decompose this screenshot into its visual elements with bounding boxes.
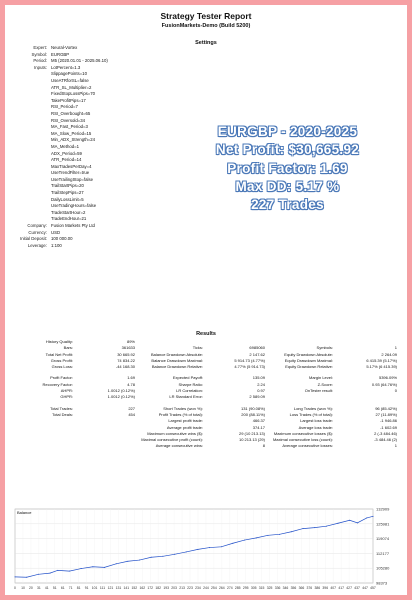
settings-row — [5, 65, 205, 72]
settings-label — [5, 210, 51, 217]
settings-value: LotPercent=1.3 — [51, 64, 81, 70]
settings-row — [5, 98, 205, 105]
chart-y-tick-label: 119074 — [376, 536, 390, 542]
chart-x-tick-label: 315 — [258, 586, 265, 590]
results-value: 96 (85.42%) — [375, 405, 397, 411]
results-value: 1.0012 (0.12%) — [107, 394, 135, 400]
results-value: 0 — [394, 388, 397, 394]
chart-x-tick-label: 41 — [44, 586, 49, 590]
chart-balance-point — [221, 546, 222, 547]
settings-value: EURGBP — [51, 51, 70, 57]
results-label: Margin Level: — [308, 375, 333, 381]
settings-label — [5, 177, 51, 184]
results-label: Balance Drawdown Maximal: — [151, 357, 203, 363]
settings-label — [5, 71, 51, 78]
results-value: 2 264.09 — [381, 351, 397, 357]
settings-row — [5, 78, 205, 85]
chart-y-tick-label: 125981 — [376, 521, 390, 527]
settings-label — [5, 78, 51, 85]
settings-value: UseTrailingStop=false — [51, 176, 93, 182]
results-label: Expected Payoff: — [172, 375, 203, 381]
settings-label: Currency: — [28, 229, 47, 235]
settings-row — [5, 230, 205, 237]
settings-label — [5, 98, 51, 105]
report-page — [5, 5, 407, 595]
results-value: 131 (90.08%) — [240, 405, 265, 411]
results-value: 5 914.73 (4.77%) — [234, 357, 265, 363]
results-row — [5, 394, 407, 400]
chart-x-tick-label: 172 — [147, 586, 154, 590]
settings-value: UseTrendFilter=true — [51, 170, 90, 176]
settings-row — [5, 91, 205, 98]
results-label: Equity Drawdown Absolute: — [284, 351, 333, 357]
chart-x-tick-label: 427 — [346, 586, 352, 590]
results-value: 89% — [126, 339, 135, 344]
results-label: Bars: — [63, 345, 73, 351]
chart-balance-point — [174, 554, 175, 555]
results-label: Maximal consecutive profit (count): — [141, 437, 203, 443]
chart-balance-point — [357, 522, 358, 523]
chart-y-tick-label: 132909 — [376, 506, 390, 512]
results-label: Recovery Factor: — [42, 381, 73, 387]
chart-balance-point — [15, 576, 16, 577]
results-value: 374.17 — [252, 424, 265, 430]
results-value: 10 213.13 (29) — [238, 437, 265, 443]
results-row — [5, 364, 407, 370]
results-label: Total Net Profit: — [45, 351, 73, 357]
results-value: -44 168.30 — [115, 364, 135, 370]
settings-value: SlippagePoints=10 — [51, 71, 87, 77]
chart-x-tick-label: 71 — [68, 586, 73, 590]
chart-x-tick-label: 407 — [330, 586, 337, 590]
chart-balance-point — [209, 547, 210, 548]
chart-plot-area — [15, 509, 373, 583]
settings-value: TakeProfitPips=17 — [51, 97, 86, 103]
settings-row — [5, 85, 205, 92]
settings-label — [5, 104, 51, 111]
results-label: Total Trades: — [50, 405, 73, 411]
chart-balance-point — [366, 517, 367, 518]
balance-chart — [7, 505, 405, 593]
results-label: Balance Drawdown Absolute: — [150, 351, 203, 357]
results-value: 27 (11.89%) — [375, 411, 397, 417]
settings-label — [5, 144, 51, 151]
chart-balance-point — [326, 526, 327, 527]
settings-label — [5, 197, 51, 204]
results-value: 1 — [394, 443, 397, 449]
results-value: 4.77% (5 914.73) — [234, 364, 265, 370]
results-label: Maximum consecutive wins ($): — [147, 430, 203, 436]
chart-balance-point — [279, 534, 280, 535]
overlay-line-profit-factor: Profit Factor: 1.69 — [227, 160, 348, 176]
chart-x-tick-label: 101 — [91, 586, 98, 590]
settings-label — [5, 137, 51, 144]
chart-x-tick-label: 61 — [60, 586, 65, 590]
settings-label — [5, 183, 51, 190]
chart-x-tick-label: 51 — [52, 586, 57, 590]
results-value: 2 589.09 — [249, 394, 265, 400]
chart-x-tick-label: 131 — [115, 586, 122, 590]
settings-value: TrailStartPips=20 — [51, 183, 84, 189]
chart-x-tick-label: 91 — [84, 586, 89, 590]
settings-row — [5, 243, 205, 250]
settings-value: TradeEndHour=21 — [51, 216, 87, 222]
chart-y-tick-label: 98373 — [376, 580, 388, 586]
settings-value: MA_Method=1 — [51, 143, 80, 149]
chart-balance-point — [69, 571, 70, 572]
chart-x-tick-label: 366 — [298, 586, 305, 590]
chart-x-tick-label: 182 — [155, 586, 162, 590]
chart-balance-point — [92, 566, 93, 567]
results-label: GHPR: — [60, 394, 73, 400]
chart-balance-point — [197, 549, 198, 550]
results-value: 74 834.22 — [117, 357, 135, 363]
results-label: Maximum consecutive losses ($): — [273, 430, 333, 436]
results-value: 29 (10 213.13) — [238, 430, 265, 436]
chart-balance-point — [162, 556, 163, 557]
settings-label — [5, 85, 51, 92]
settings-value: Neural-Vortex — [51, 45, 78, 50]
chart-x-tick-label: 437 — [354, 586, 360, 590]
results-value: 4.78 — [127, 381, 135, 387]
results-label: Maximal consecutive loss (count): — [272, 437, 333, 443]
settings-value: ATR_SL_Multiplier=2 — [51, 84, 92, 90]
chart-x-tick-label: 203 — [171, 586, 177, 590]
chart-balance-point — [373, 516, 374, 517]
settings-value: RSI_Period=7 — [51, 104, 78, 110]
results-label: Short Trades (won %): — [163, 405, 203, 411]
results-label: Ticks: — [192, 345, 203, 351]
settings-label — [5, 151, 51, 158]
settings-value: MaxTradesPerDay=4 — [51, 163, 92, 169]
results-value: 5.17% (6 415.39) — [366, 364, 397, 370]
chart-balance-point — [151, 557, 152, 558]
results-label: AHPR: — [60, 388, 73, 394]
results-label: Loss Trades (% of total): — [289, 411, 333, 417]
results-label: Gross Profit: — [50, 357, 73, 363]
results-value: 0.97 — [257, 388, 265, 394]
chart-y-tick-label: 105280 — [376, 565, 390, 571]
settings-value: TrailStepPips=27 — [51, 190, 84, 196]
results-value: 30 665.92 — [117, 351, 135, 357]
chart-balance-point — [50, 573, 51, 574]
chart-balance-point — [267, 535, 268, 536]
chart-x-tick-label: 295 — [242, 586, 249, 590]
chart-x-tick-label: 10 — [21, 586, 25, 590]
overlay-line-max-dd: Max DD: 5.17 % — [235, 178, 340, 194]
chart-balance-point — [104, 567, 105, 568]
chart-x-tick-label: 336 — [274, 586, 281, 590]
chart-x-tick-label: 20 — [29, 586, 33, 590]
results-value: 5396.09% — [378, 375, 397, 381]
chart-balance-point — [127, 561, 128, 562]
results-value: 361633 — [121, 345, 135, 351]
chart-x-tick-label: 213 — [179, 586, 185, 590]
settings-label: Leverage: — [27, 242, 47, 248]
settings-row — [5, 104, 205, 111]
chart-legend-label: Balance — [17, 510, 32, 515]
results-value: 6985060 — [249, 345, 265, 351]
settings-value: FixedStopLossPips=70 — [51, 91, 96, 97]
chart-x-tick-label: 376 — [306, 586, 313, 590]
settings-label — [5, 164, 51, 171]
settings-label — [5, 170, 51, 177]
chart-x-tick-label: 447 — [362, 586, 368, 590]
chart-y-tick-label: 112177 — [376, 550, 390, 556]
chart-balance-point — [186, 551, 187, 552]
settings-label: Symbol: — [31, 51, 47, 57]
chart-x-tick-label: 254 — [211, 586, 217, 590]
chart-x-tick-label: 305 — [250, 586, 257, 590]
settings-label — [5, 131, 51, 138]
settings-row — [5, 58, 205, 65]
results-value: 1.69 — [127, 375, 135, 381]
results-value: 6 415.39 (5.17%) — [366, 357, 397, 363]
settings-value: USD — [51, 229, 61, 235]
settings-label: Initial Deposit: — [20, 236, 47, 242]
results-label: Balance Drawdown Relative: — [151, 364, 203, 370]
results-label: Equity Drawdown Maximal: — [284, 357, 333, 363]
results-label: LR Standard Error: — [169, 394, 203, 400]
chart-balance-point — [139, 560, 140, 561]
settings-value: DailyLossLimit=5 — [51, 196, 84, 202]
settings-value: RSI_Overbought=65 — [51, 110, 91, 116]
chart-x-tick-label: 111 — [99, 586, 106, 590]
overlay-line-trades: 227 Trades — [251, 197, 324, 213]
settings-row — [5, 111, 205, 118]
settings-label — [5, 118, 51, 125]
results-label: Profit Trades (% of total): — [158, 411, 203, 417]
results-label: Profit Factor: — [50, 375, 73, 381]
chart-balance-point — [302, 528, 303, 529]
results-value: 2 147.62 — [249, 351, 265, 357]
chart-balance-point — [244, 540, 245, 541]
settings-label: Period: — [33, 58, 47, 64]
results-label: OnTester result: — [304, 388, 333, 394]
results-label: Gross Loss: — [51, 364, 73, 370]
settings-label — [5, 216, 51, 223]
overlay-line-symbol: EURGBP - 2020-2025 — [217, 124, 358, 139]
settings-row — [5, 216, 205, 223]
results-table — [5, 339, 407, 450]
results-value: 466.37 — [252, 418, 265, 424]
chart-x-tick-label: 223 — [187, 586, 193, 590]
settings-value: TradeStartHour=2 — [51, 209, 86, 215]
chart-balance-point — [349, 520, 350, 521]
chart-x-tick-label: 274 — [226, 586, 233, 590]
results-value: 0.93 (64.76%) — [371, 381, 397, 387]
settings-value: 100 000.00 — [51, 236, 73, 242]
results-value: 1 — [394, 345, 397, 351]
settings-value: Min_ADX_Strength=24 — [51, 137, 96, 143]
report-title: Strategy Tester Report — [160, 11, 252, 21]
settings-value: 1:100 — [51, 242, 62, 248]
settings-value: MA_Slow_Period=15 — [51, 130, 92, 136]
chart-x-tick-label: 31 — [36, 586, 41, 590]
chart-x-tick-label: 152 — [131, 586, 138, 590]
chart-balance-point — [57, 570, 58, 571]
summary-overlay — [170, 123, 405, 214]
settings-label — [5, 91, 51, 98]
results-label: Sharpe Ratio: — [178, 381, 203, 387]
chart-balance-point — [232, 543, 233, 544]
chart-balance-point — [26, 577, 27, 578]
results-label: Largest loss trade: — [300, 418, 333, 424]
results-label: History Quality: — [45, 339, 73, 344]
chart-x-tick-label: 244 — [203, 586, 209, 590]
chart-x-tick-label: 162 — [139, 586, 146, 590]
chart-balance-point — [116, 563, 117, 564]
settings-row — [5, 223, 205, 230]
results-label: Average consecutive wins: — [155, 443, 203, 449]
chart-balance-point — [38, 574, 39, 575]
results-value: 454 — [128, 411, 135, 417]
results-value: 135.09 — [252, 375, 265, 381]
settings-label — [5, 190, 51, 197]
results-value: -1 602.69 — [380, 424, 397, 430]
results-value: -3 484.46 (2) — [374, 437, 397, 443]
results-label: LR Correlation: — [176, 388, 203, 394]
settings-value: ADX_Period=59 — [51, 150, 82, 156]
chart-x-tick-label: 386 — [314, 586, 321, 590]
chart-balance-point — [337, 523, 338, 524]
chart-x-tick-label: 234 — [195, 586, 201, 590]
settings-value: RSI_Oversold=34 — [51, 117, 86, 123]
report-subtitle: FusionMarkets-Demo (Build 5200) — [161, 23, 251, 29]
overlay-line-net-profit: Net Profit: $30,665.92 — [215, 142, 360, 158]
chart-x-tick-label: 193 — [163, 586, 169, 590]
results-label: Average profit trade: — [166, 424, 203, 430]
chart-x-tick-label: 121 — [107, 586, 114, 590]
settings-label — [5, 157, 51, 164]
settings-row — [5, 45, 205, 52]
chart-balance-point — [256, 537, 257, 538]
chart-balance-point — [81, 568, 82, 569]
chart-x-tick-label: 285 — [234, 586, 241, 590]
results-label: Long Trades (won %): — [293, 405, 333, 411]
chart-x-tick-label: 81 — [76, 586, 81, 590]
settings-heading: Settings — [195, 40, 217, 46]
settings-label: Inputs: — [34, 64, 47, 70]
settings-row — [5, 71, 205, 78]
results-label: Largest profit trade: — [168, 418, 203, 424]
chart-x-tick-label: 356 — [290, 586, 297, 590]
results-heading: Results — [196, 331, 216, 337]
chart-x-tick-label: 325 — [266, 586, 273, 590]
chart-balance-point — [291, 531, 292, 532]
settings-value: M5 (2020.01.01 - 2025.06.10) — [51, 58, 108, 64]
chart-x-tick-label: 141 — [123, 586, 130, 590]
chart-x-tick-label: 346 — [282, 586, 289, 590]
settings-row — [5, 52, 205, 59]
results-value: -1 946.86 — [380, 418, 397, 424]
results-value: 2 (-3 484.46) — [374, 430, 397, 436]
chart-x-tick-label: 264 — [219, 586, 225, 590]
settings-label: Company: — [27, 223, 47, 229]
settings-value: MA_Fast_Period=3 — [51, 124, 88, 130]
settings-label — [5, 203, 51, 210]
chart-x-tick-label: 457 — [370, 586, 376, 590]
chart-x-tick-label: 396 — [322, 586, 329, 590]
results-label: Equity Drawdown Relative: — [285, 364, 333, 370]
results-label: Average consecutive losses: — [282, 443, 333, 449]
results-label: Average loss trade: — [298, 424, 333, 430]
settings-value: Fusion Markets Pty Ltd — [51, 223, 95, 229]
settings-label — [5, 111, 51, 118]
settings-value: ATR_Period=14 — [51, 157, 82, 163]
settings-label: Expert: — [33, 45, 47, 50]
results-value: 2.24 — [257, 381, 265, 387]
results-label: Symbols: — [316, 345, 333, 351]
results-label: Z-Score: — [317, 381, 333, 387]
results-label: Total Deals: — [52, 411, 73, 417]
chart-x-tick-label: 0 — [14, 586, 16, 590]
results-row — [5, 443, 407, 449]
settings-row — [5, 236, 205, 243]
chart-balance-point — [314, 527, 315, 528]
results-value: 200 (88.11%) — [241, 411, 265, 417]
results-value: 1.0012 (0.12%) — [107, 388, 135, 394]
results-value: 227 — [128, 405, 135, 411]
settings-value: UseATRforSL=false — [51, 77, 89, 83]
chart-x-tick-label: 417 — [338, 586, 345, 590]
settings-value: UseTradingHours=false — [51, 203, 97, 209]
results-value: 8 — [262, 443, 265, 449]
settings-label — [5, 124, 51, 131]
